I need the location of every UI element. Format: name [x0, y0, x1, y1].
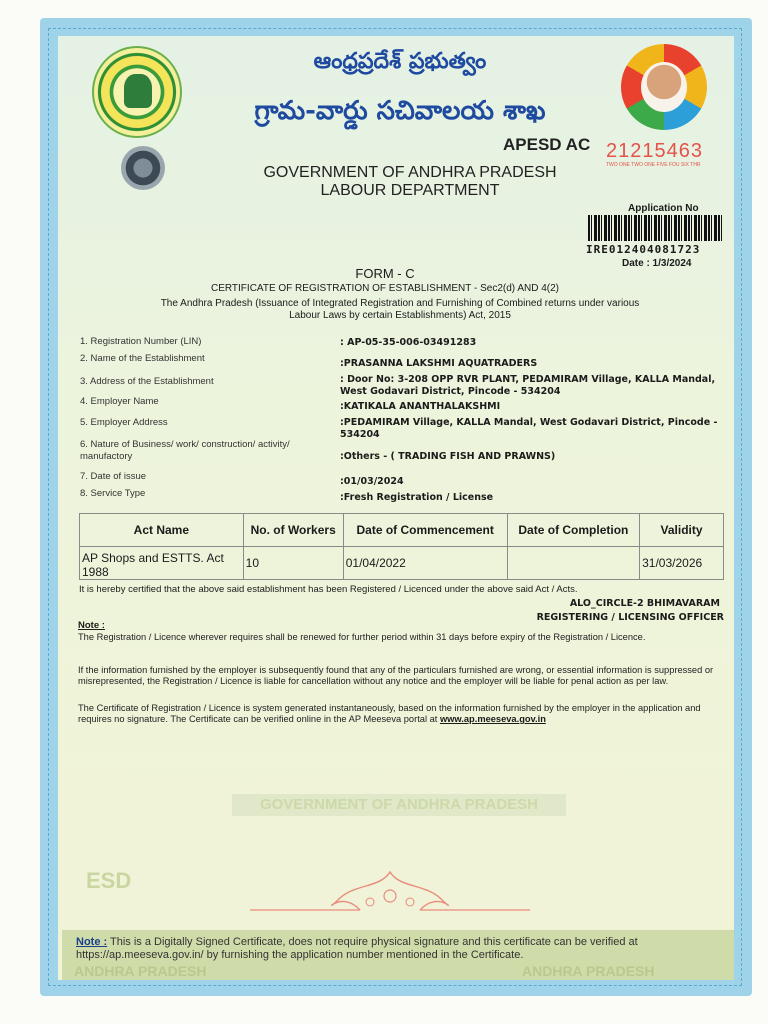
act-title-line2: Labour Laws by certain Establishments) Act, 2015 [289, 310, 511, 321]
column-header-workers: No. of Workers [243, 514, 343, 547]
application-number: IRE012404081723 [586, 243, 701, 256]
cell-act-name: AP Shops and ESTTS. Act 1988 [80, 547, 244, 580]
issuing-office: ALO_CIRCLE-2 BHIMAVARAM [569, 598, 720, 609]
note-verification [78, 703, 723, 725]
note-verification-text: The Certificate of Registration / Licence is system generated instantaneously, based on the information furnished by the employer in the application and requires no signature. The Certificate can be verified online in the AP Meeseva portal at [78, 703, 701, 724]
field-label-establishment-address: 3. Address of the Establishment [80, 376, 214, 387]
act-title-line1: The Andhra Pradesh (Issuance of Integrated Registration and Furnishing of Combined returns under various [160, 298, 640, 309]
decorative-ornament-icon [230, 858, 550, 922]
state-emblem-icon [121, 146, 165, 190]
field-value-establishment-name: :PRASANNA LAKSHMI AQUATRADERS [340, 358, 538, 369]
form-name: FORM - C [355, 266, 415, 281]
cell-workers: 10 [243, 547, 343, 580]
field-label-employer-address: 5. Employer Address [80, 417, 168, 428]
government-title: GOVERNMENT OF ANDHRA PRADESH [263, 164, 557, 181]
column-header-validity: Validity [640, 514, 724, 547]
field-label-registration-number: 1. Registration Number (LIN) [80, 336, 202, 347]
state-watermark-right: ANDHRA PRADESH [522, 963, 655, 979]
andhra-pradesh-seal-icon [92, 46, 182, 138]
field-label-employer-name: 4. Employer Name [80, 396, 159, 407]
acts-table [79, 513, 724, 580]
column-header-commencement: Date of Commencement [343, 514, 507, 547]
field-value-date-of-issue: :01/03/2024 [340, 476, 404, 487]
telugu-government-title: ఆంధ్రప్రదేశ్ ప్రభుత్వం [313, 48, 487, 74]
cell-completion [507, 547, 639, 580]
act-title [80, 298, 720, 322]
field-label-service-type: 8. Service Type [80, 488, 146, 499]
footer-note-text: This is a Digitally Signed Certificate, does not require physical signature and this certificate can be verified at https://ap.meeseva.gov.in/ by furnishing the application number mentioned in the Certificate. [76, 936, 638, 961]
note-cancellation: If the information furnished by the employer is subsequently found that any of the particulars furnished are wrong, or essential information is suppressed or misrepresented, the Registration / Licence is liable for cancellation without any notice and the employer will be liable for penal action as per law. [78, 665, 714, 686]
field-label-establishment-name: 2. Name of the Establishment [80, 353, 205, 364]
barcode-icon [588, 215, 722, 241]
telugu-department-title: గ్రామ-వార్డు సచివాలయ శాఖ [254, 96, 546, 126]
field-value-employer-address: :PEDAMIRAM Village, KALLA Mandal, West Godavari District, Pincode - 534204 [340, 417, 718, 440]
footer-note-label: Note : [76, 936, 108, 948]
column-header-act-name: Act Name [80, 514, 244, 547]
state-watermark-left: ANDHRA PRADESH [74, 963, 207, 979]
esd-watermark: ESD [86, 868, 132, 893]
serial-number: 21215463 [606, 140, 703, 162]
certificate-title: CERTIFICATE OF REGISTRATION OF ESTABLISHMENT - Sec2(d) AND 4(2) [210, 283, 559, 294]
cell-commencement: 01/04/2022 [343, 547, 507, 580]
note-heading: Note : [78, 620, 105, 631]
application-date: Date : 1/3/2024 [622, 258, 692, 269]
government-watermark: GOVERNMENT OF ANDHRA PRADESH [232, 794, 566, 816]
field-value-employer-name: :KATIKALA ANANTHALAKSHMI [340, 401, 501, 412]
footer-note [76, 936, 736, 962]
chief-minister-photo [621, 44, 707, 130]
meeseva-link[interactable]: www.ap.meeseva.gov.in [439, 714, 546, 724]
field-value-registration-number: : AP-05-35-006-03491283 [340, 337, 477, 348]
column-header-completion: Date of Completion [507, 514, 639, 547]
cell-validity: 31/03/2026 [640, 547, 724, 580]
field-label-date-of-issue: 7. Date of issue [80, 471, 147, 482]
note-renewal: The Registration / Licence wherever requires shall be renewed for further period within 31 days before expiry of the Registration / Licence. [78, 632, 646, 642]
table-header-row [80, 514, 724, 547]
field-value-service-type: :Fresh Registration / License [340, 492, 494, 503]
field-value-nature-of-business: :Others - ( TRADING FISH AND PRAWNS) [340, 451, 556, 462]
apesd-label: APESD AC [503, 135, 591, 154]
field-label-nature-of-business: 6. Nature of Business/ work/ construction/ activity/ manufactory [80, 439, 290, 462]
serial-number-words: TWO ONE TWO ONE FIVE FOU SIX THR [606, 162, 701, 168]
certification-statement: It is hereby certified that the above said establishment has been Registered / Licenced under the above said Act / Acts. [79, 584, 578, 595]
field-value-establishment-address: : Door No: 3-208 OPP RVR PLANT, PEDAMIRAM Village, KALLA Mandal, West Godavari District, Pincode - 534204 [340, 374, 716, 397]
table-row [80, 547, 724, 580]
application-number-label: Application No [628, 203, 699, 214]
department-title: LABOUR DEPARTMENT [320, 182, 500, 199]
officer-title: REGISTERING / LICENSING OFFICER [536, 612, 724, 623]
